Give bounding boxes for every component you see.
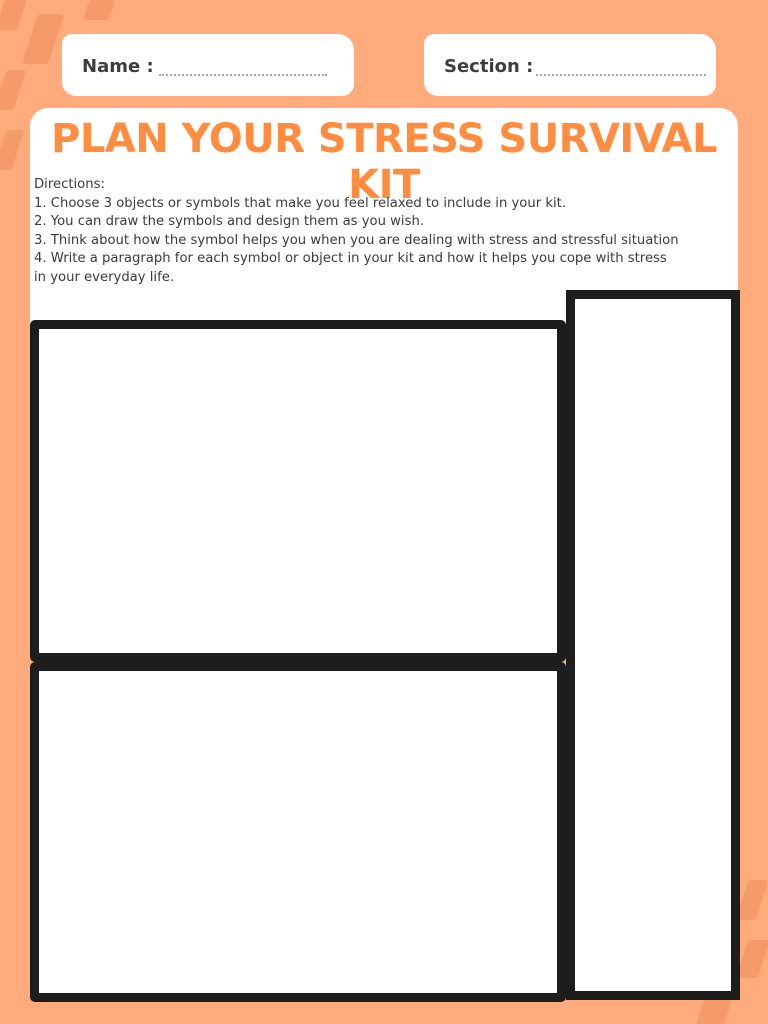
decor-stripe bbox=[696, 1000, 732, 1024]
drawing-box-bottom[interactable] bbox=[30, 662, 566, 1002]
decor-stripe bbox=[83, 0, 115, 20]
decor-stripe bbox=[0, 130, 24, 170]
direction-line: 1. Choose 3 objects or symbols that make you feel relaxed to include in your kit. bbox=[34, 195, 567, 211]
decor-stripe bbox=[0, 0, 27, 30]
direction-line: in your everyday life. bbox=[34, 269, 175, 285]
paragraph-writing-box[interactable] bbox=[566, 290, 740, 1000]
direction-line: 4. Write a paragraph for each symbol or object in your kit and how it helps you cope with stress bbox=[34, 251, 667, 266]
name-blank-line[interactable] bbox=[159, 64, 327, 76]
name-field[interactable] bbox=[64, 36, 352, 94]
decor-stripe bbox=[736, 940, 768, 978]
section-label: Section : bbox=[444, 56, 534, 77]
section-blank-line[interactable] bbox=[536, 64, 706, 76]
decor-stripe bbox=[736, 880, 768, 920]
direction-line: 2. You can draw the symbols and design them as you wish. bbox=[34, 214, 425, 229]
drawing-box-top[interactable] bbox=[30, 320, 566, 662]
name-label: Name : bbox=[82, 56, 154, 77]
page-title: PLAN YOUR STRESS SURVIVAL KIT bbox=[51, 116, 717, 208]
decor-stripe bbox=[22, 14, 64, 64]
directions-heading: Directions: bbox=[34, 177, 105, 192]
section-field[interactable] bbox=[426, 36, 714, 94]
decor-stripe bbox=[0, 70, 26, 110]
direction-line: 3. Think about how the symbol helps you when you are dealing with stress and stressful situation bbox=[34, 232, 679, 248]
directions-block bbox=[34, 176, 734, 287]
